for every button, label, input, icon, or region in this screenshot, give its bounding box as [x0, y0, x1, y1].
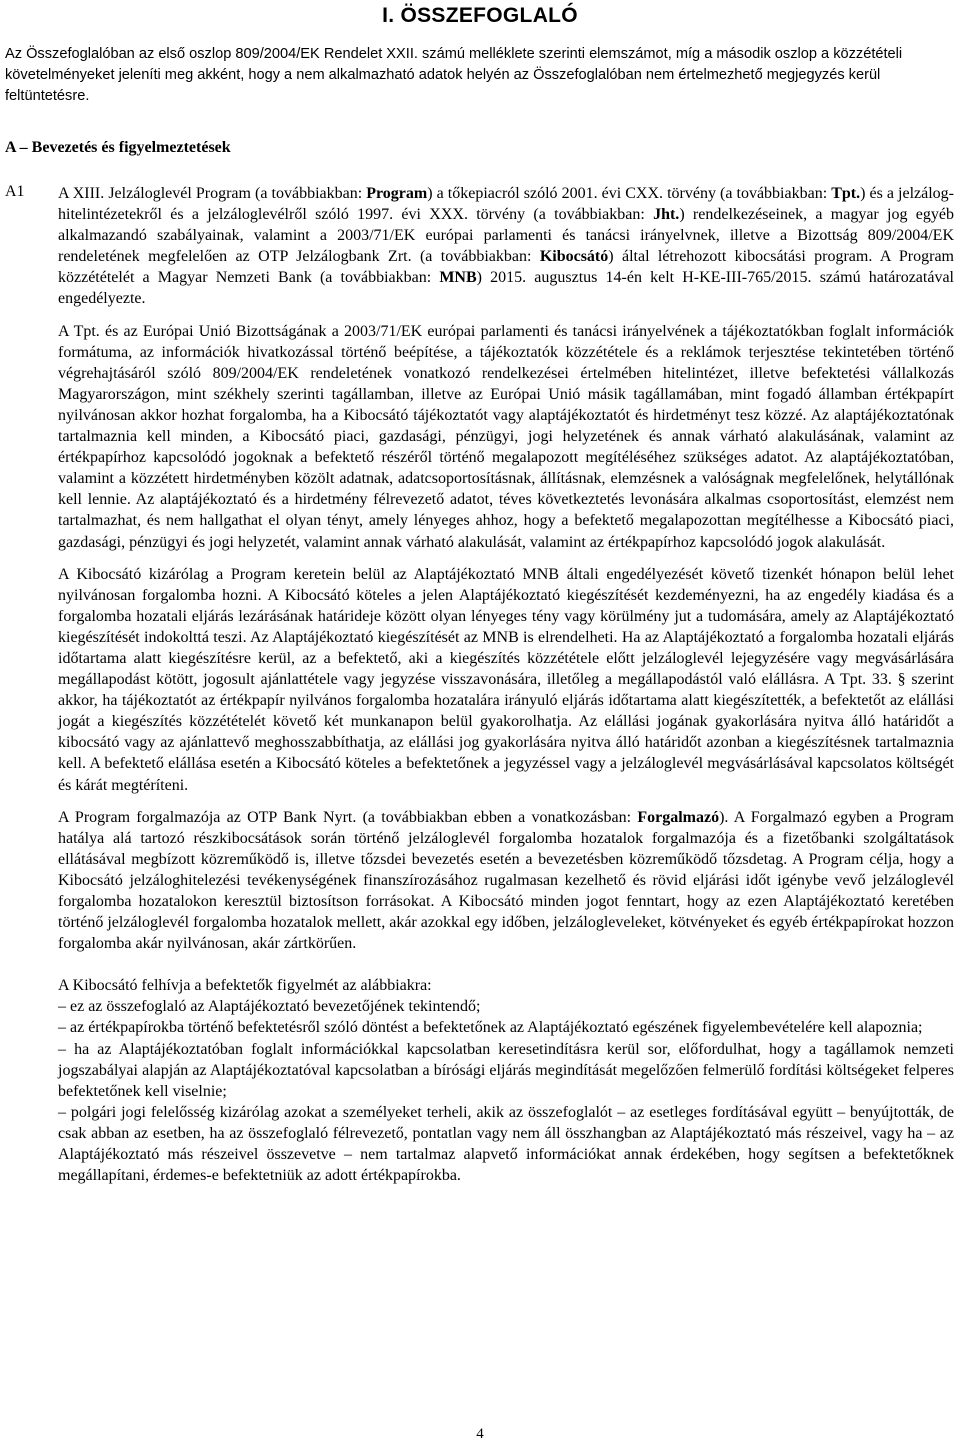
element-id-label: A1	[5, 183, 25, 200]
warning-item: – ez az összefoglaló az Alaptájékoztató bevezetőjének tekintendő;	[58, 998, 481, 1016]
defined-term: MNB	[439, 269, 477, 287]
warning-item: – ha az Alaptájékoztatóban foglalt információkkal kapcsolatban keresetindításra kerül sor, előfordulhat, hogy a tagállamok nemzeti jogszabályai alapján az Alaptájékoztatóval kapcsolatban a bírósági eljárás megindítását megelőzően felmerülő fordítási költségeket felperes befektetőnek kell viselnie;	[58, 1040, 954, 1100]
defined-term: Tpt.	[831, 185, 861, 202]
defined-term: Kibocsátó	[539, 248, 609, 266]
legal-paragraph: A Tpt. és az Európai Unió Bizottságának a 2003/71/EK európai parlamenti és tanácsi irányelvének a tájékoztatókban foglalt információk formátuma, az információk hivatkozással történő beépítése, a tájékoztatók közzététele és a reklámok terjesztése tekintetében történő végrehajtásáról szóló 809/2004/EK rendeletének vonatkozó rendelkezései értelmében hitelintézet, illetve befektetési vállalkozás Magyarországon, mint székhely szerinti tagállamban, illetve az Európai Unió másik tagállamában, mint fogadó államban értékpapírt nyilvánosan akkor hozhat forgalomba, ha a Kibocsátó tájékoztatót vagy alaptájékoztatót és hirdetményt tesz közzé. Az alaptájékoztatónak tartalmaznia kell minden, a Kibocsátó piaci, gazdasági, pénzügyi, jogi helyzetének és annak várható alakulásának, valamint az értékpapírhoz kapcsolódó jogoknak a befektető részéről történő megalapozott megítéléséhez szükséges adatot. Az alaptájékoztatóban, valamint a közzétett hirdetményben közölt adatnak, adatcsoportosításnak, állításnak, elemzésnek a valóságnak megfelelőnek, helytállónak kell lennie. Az alaptájékoztató és a hirdetmény félrevezető adatot, téves következtetés levonására alkalmas csoportosítást, elemzést nem tartalmazhat, és nem hallgathat el olyan tényt, amely lényeges ahhoz, hogy a befektető megalapozottan megítélhesse a Kibocsátó piaci, gazdasági, pénzügyi és jogi helyzetét, valamint annak várható alakulását, valamint az értékpapírhoz kapcsolódó jogok alakulását.	[58, 322, 954, 551]
warning-item: – az értékpapírokba történő befektetésről szóló döntést a befektetőnek az Alaptájékoztató egészének figyelembevételére kell alapoznia;	[58, 1019, 923, 1037]
intro-paragraph: Az Összefoglalóban az első oszlop 809/2004/EK Rendelet XXII. számú melléklete szerinti elemszámot, míg a második oszlop a közzétételi követelményeket jeleníti meg akként, hogy a nem alkalmazható adatok helyén az Összefoglalóban nem értelmezhető megjegyzés kerül feltüntetésre.	[5, 46, 903, 104]
defined-term: Jht.	[653, 206, 680, 224]
supplement-paragraph: A Kibocsátó kizárólag a Program keretein belül az Alaptájékoztató MNB általi engedélyezését követő tizenkét hónapon belül lehet nyilvánosan forgalomba hozni. A Kibocsátó köteles a jelen Alaptájékoztató kiegészítését kezdeményezni, ha az engedély kiadása és a forgalomba hozatali eljárás lezárásának határideje között olyan lényeges tény vagy körülmény jut a tudomására, amely az Alaptájékoztató kiegészítését indokolttá teszi. Az Alaptájékoztató kiegészítését az MNB is elrendelheti. Ha az Alaptájékoztató a forgalomba hozatali eljárás időtartama alatt kiegészítésre kerül, az a befektető, aki a kiegészítés közzététele előtt jelzáloglevél lejegyzésére vagy megvásárlására megállapodást kötött, jogosult ajánlattétele vagy jegyzése visszavonására, illetőleg a megállapodástól való elállásra. A Tpt. 33. § szerint akkor, ha tájékoztatót az értékpapír nyilvános forgalomba hozatalára irányuló eljárás időtartama alatt kiegészítették, a befektetőt az elállási jogát a kiegészítés közzétételét követő két munkanapon belül gyakorolhatja. Az elállási jogának gyakorlására nyitva álló határidőt a kibocsátó vagy az ajánlattevő meghosszabbíthatja, az elállási jog gyakorlására nyitva álló határidőt azonban a kiegészítésnek tartalmaznia kell. A befektető elállása esetén a Kibocsátó köteles a befektetőnek a jegyzéssel vagy a jelzáloglevél megvásárlásával kapcsolatos költségét és kárát megtéríteni.	[58, 565, 954, 794]
page-title: I. ÖSSZEFOGLALÓ	[382, 4, 578, 27]
defined-term: Program	[366, 185, 428, 202]
distributor-paragraph: A Program forgalmazója az OTP Bank Nyrt. (a továbbiakban ebben a vonatkozásban: Forgalmazó). A Forgalmazó egyben a Program hatálya alá tartozó részkibocsátások során történő jelzáloglevél forgalomba hozatalok forgalmazója és a fizetőbanki szolgáltatások ellátásával megbízott közreműködő is, illetve tőzsdei bevezetés esetén a bevezetésben közreműködő tőzsdetag. A Program célja, hogy a Kibocsátó jelzáloghitelezési tevékenységének finanszírozásához rugalmasan kezelhető és rövid eljárási időt igénybe vevő jelzáloglevél forgalomba hozatalokon keresztül biztosítson forrásokat. A Kibocsátó minden jogot fenntart, hogy az ezen Alaptájékoztató keretében történő jelzáloglevél forgalomba hozatalok mellett, akár azokkal egy időben, jelzálogleveleket, kötvényeket és egyéb értékpapírokat hozzon forgalomba akár nyilvánosan, akár zártkörűen.	[58, 808, 955, 953]
section-heading: A – Bevezetés és figyelmeztetések	[5, 139, 231, 156]
element-content	[58, 183, 954, 1186]
page-number: 4	[476, 1426, 484, 1442]
program-paragraph: A XIII. Jelzáloglevél Program (a továbbiakban: Program) a tőkepiacról szóló 2001. évi CXX. törvény (a továbbiakban: Tpt.) és a jelzálog-hitelintézetekről és a jelzáloglevélről szóló 1997. évi XXX. törvény (a továbbiakban: Jht.) rendelkezéseinek, a magyar jog egyéb alkalmazandó szabályainak, valamint a 2003/71/EK európai parlamenti és tanácsi irányelvnek, illetve a Bizottság 809/2004/EK rendeletének megfelelően az OTP Jelzálogbank Zrt. (a továbbiakban: Kibocsátó) által létrehozott kibocsátási program. A Program közzétételét a Magyar Nemzeti Bank (a továbbiakban: MNB) 2015. augusztus 14-én kelt H-KE-III-765/2015. számú határozatával engedélyezte.	[58, 185, 955, 308]
warning-item: – polgári jogi felelősség kizárólag azokat a személyeket terheli, akik az összefoglalót – az esetleges fordításával együtt – benyújtották, de csak abban az esetben, ha az összefoglaló félrevezető, pontatlan vagy nem áll összhangban az Alaptájékoztató más részeivel, vagy ha – az Alaptájékoztató más részeivel összevetve – nem tartalmaz alapvető információkat annak érdekében, hogy segítsen a befektetőknek megállapítani, érdemes-e befektetniük az adott értékpapírokba.	[58, 1103, 954, 1185]
warnings-lead: A Kibocsátó felhívja a befektetők figyelmét az alábbiakra:	[58, 977, 432, 995]
defined-term: Forgalmazó	[637, 808, 720, 826]
